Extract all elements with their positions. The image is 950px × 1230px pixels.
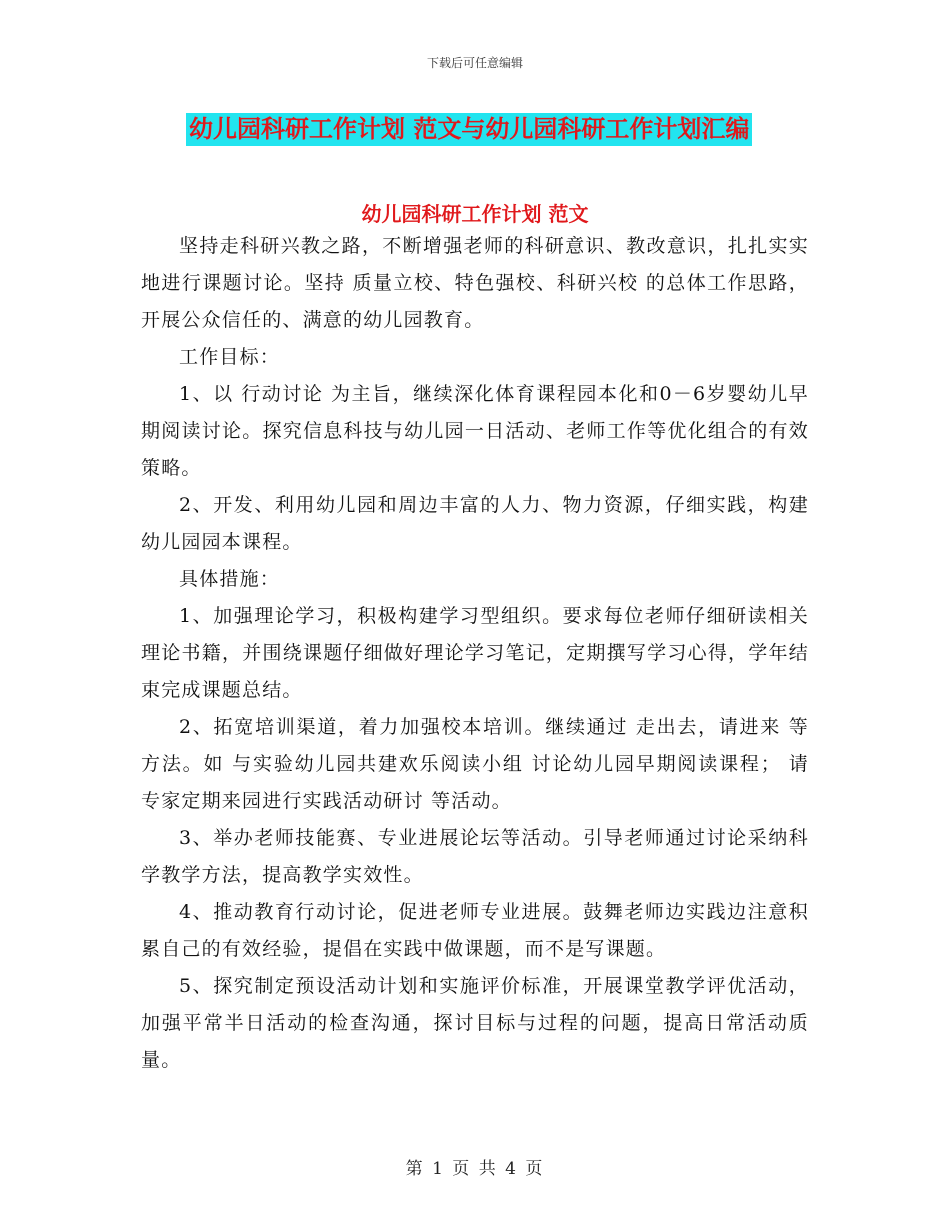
paragraph-goal-1: 1、以 行动讨论 为主旨，继续深化体育课程园本化和0－6岁婴幼儿早期阅读讨论。探究信息科技与幼儿园一日活动、老师工作等优化组合的有效策略。 xyxy=(141,383,809,479)
paragraph-measure-2: 2、拓宽培训渠道，着力加强校本培训。继续通过 走出去，请进来 等方法。如 与实验幼儿园共建欢乐阅读小组 讨论幼儿园早期阅读课程； 请专家定期来园进行实践活动研讨 等活动。 xyxy=(141,716,809,812)
paragraph-goals-heading: 工作目标： xyxy=(179,346,281,368)
paragraph-goal-2: 2、开发、利用幼儿园和周边丰富的人力、物力资源，仔细实践，构建幼儿园园本课程。 xyxy=(141,494,809,553)
paragraph-measure-3: 3、举办老师技能赛、专业进展论坛等活动。引导老师通过讨论采纳科学教学方法，提高教学实效性。 xyxy=(141,827,809,886)
paragraph-measure-1: 1、加强理论学习，积极构建学习型组织。要求每位老师仔细研读相关理论书籍，并围绕课题仔细做好理论学习笔记，定期撰写学习心得，学年结束完成课题总结。 xyxy=(141,605,809,701)
document-body xyxy=(141,228,809,1079)
paragraph-measures-heading: 具体措施： xyxy=(179,568,281,590)
document-main-title: 幼儿园科研工作计划 范文与幼儿园科研工作计划汇编 xyxy=(186,113,752,146)
paragraph-measure-4: 4、推动教育行动讨论，促进老师专业进展。鼓舞老师边实践边注意积累自己的有效经验，提倡在实践中做课题，而不是写课题。 xyxy=(141,901,809,960)
document-sub-title: 幼儿园科研工作计划 范文 xyxy=(361,202,589,226)
page-number-footer: 第 1 页 共 4 页 xyxy=(405,1159,545,1179)
paragraph-measure-5: 5、探究制定预设活动计划和实施评价标准，开展课堂教学评优活动，加强平常半日活动的检查沟通，探讨目标与过程的问题，提高日常活动质量。 xyxy=(141,975,809,1071)
paragraph-intro: 坚持走科研兴教之路，不断增强老师的科研意识、教改意识，扎扎实实地进行课题讨论。坚持 质量立校、特色强校、科研兴校 的总体工作思路，开展公众信任的、满意的幼儿园教育。 xyxy=(141,235,809,331)
header-note: 下载后可任意编辑 xyxy=(426,56,523,70)
